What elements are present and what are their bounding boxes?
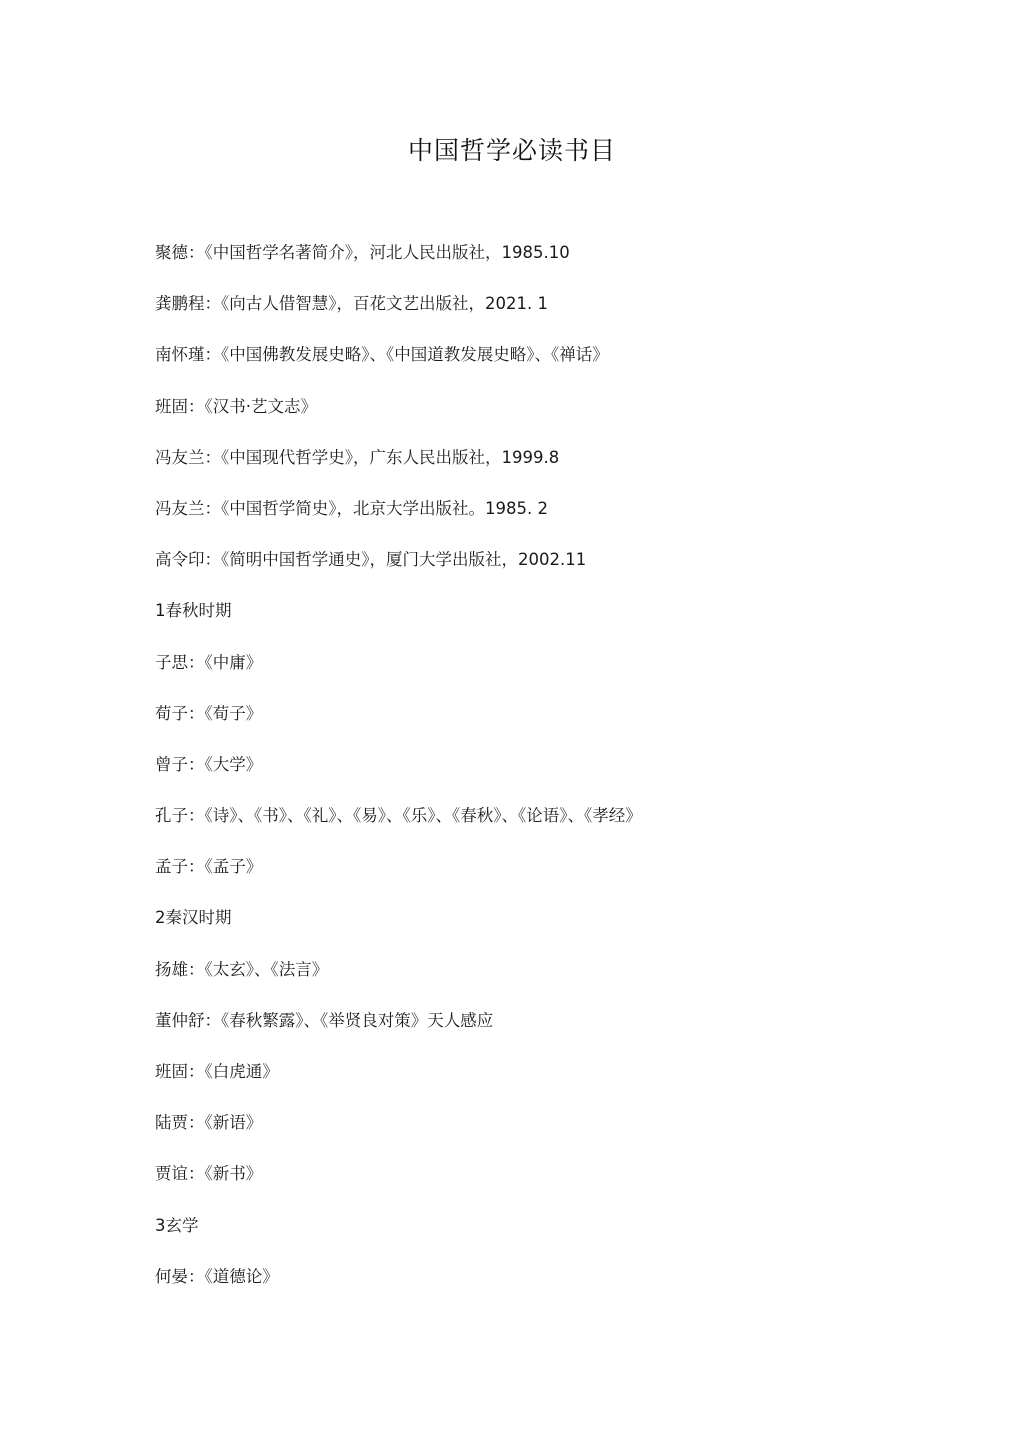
list-item: 董仲舒：《春秋繁露》、《举贤良对策》天人感应 <box>155 1010 494 1030</box>
list-item: 扬雄：《太玄》、《法言》 <box>155 959 329 979</box>
list-item: 班固：《汉书·艺文志》 <box>155 396 317 416</box>
reading-list <box>155 238 955 1313</box>
section-heading: 3玄学 <box>155 1215 199 1235</box>
list-item: 贾谊：《新书》 <box>155 1164 263 1184</box>
list-item: 荀子：《荀子》 <box>155 703 263 723</box>
list-item: 班固：《白虎通》 <box>155 1062 279 1081</box>
list-item: 冯友兰：《中国现代哲学史》，广东人民出版社，1999.8 <box>155 447 560 467</box>
list-item: 冯友兰：《中国哲学简史》，北京大学出版社。1985. 2 <box>155 498 548 518</box>
list-item: 孔子：《诗》、《书》、《礼》、《易》、《乐》、《春秋》、《论语》、《孝经》 <box>155 806 642 826</box>
list-item: 陆贾：《新语》 <box>155 1113 263 1133</box>
section-heading: 2秦汉时期 <box>155 908 232 928</box>
list-item: 南怀瑾：《中国佛教发展史略》、《中国道教发展史略》、《禅话》 <box>155 345 609 365</box>
list-item: 孟子：《孟子》 <box>155 857 263 877</box>
list-item: 何晏：《道德论》 <box>155 1266 279 1286</box>
list-item: 子思：《中庸》 <box>155 652 263 672</box>
list-item: 龚鹏程：《向古人借智慧》，百花文艺出版社，2021. 1 <box>155 294 548 314</box>
list-item: 曾子：《大学》 <box>155 754 263 774</box>
section-heading: 1春秋时期 <box>155 601 232 621</box>
page-title: 中国哲学必读书目 <box>407 136 616 165</box>
list-item: 高令印：《简明中国哲学通史》，厦门大学出版社，2002.11 <box>155 550 587 570</box>
list-item: 聚德：《中国哲学名著简介》，河北人民出版社，1985.10 <box>155 243 570 262</box>
